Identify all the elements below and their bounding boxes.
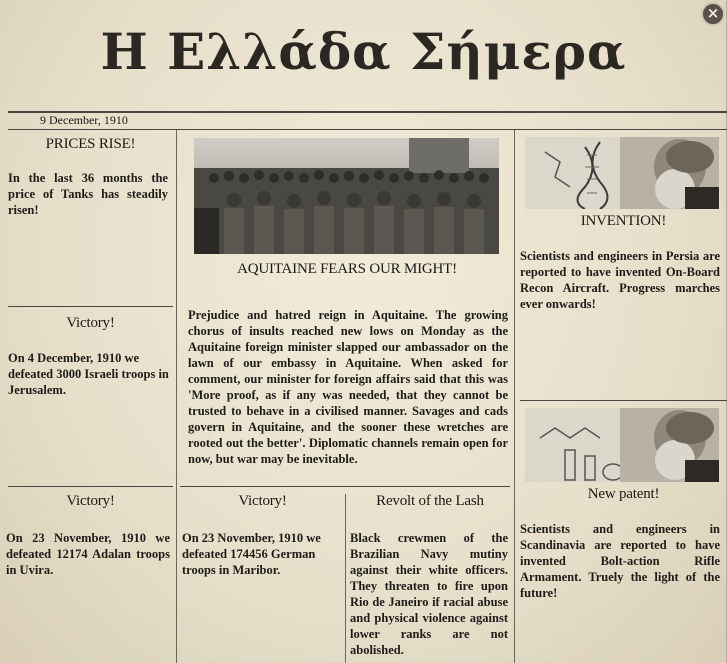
chemistry-scientist-icon xyxy=(525,408,719,482)
rule-right-mid xyxy=(520,400,727,401)
rule-bottom-mid xyxy=(180,486,510,487)
close-icon: × xyxy=(706,4,720,22)
patent-body: Scientists and engineers in Scandinavia are reported to have invented Bolt-action Rifle Armament. Truely the light of the future! xyxy=(520,522,720,600)
rule-date xyxy=(8,129,727,130)
victory3-headline: Victory! xyxy=(238,493,287,509)
main-body: Prejudice and hatred reign in Aquitaine. The growing chorus of insults reached new lows on Monday as the Aquitaine foreign minister slapped our ambassador on the lawn of our embassy in Aquitaine. When asked for comment, our minister for foreign affairs said that this was 'More proof, as if any was needed, that they cannot be trusted to behave in a civilised manner. Savages and cads govern in Aquitaine, and the sooner these wretches are rooted out the better'. Diplomatic channels remain open for now, but war may be inevitable. xyxy=(188,308,508,466)
invention-headline: INVENTION! xyxy=(580,213,667,229)
victory1-headline: Victory! xyxy=(66,315,115,331)
main-headline: AQUITAINE FEARS OUR MIGHT! xyxy=(237,261,457,277)
patent-headline: New patent! xyxy=(587,486,660,502)
victory1-body: On 4 December, 1910 we defeated 3000 Israeli troops in Jerusalem. xyxy=(8,351,169,397)
dna-scientist-icon xyxy=(525,137,719,209)
prices-headline: PRICES RISE! xyxy=(45,136,136,152)
invention-body: Scientists and engineers in Persia are reported to have invented On-Board Recon Aircraft. Progress marches ever onwards! xyxy=(520,249,720,311)
col-divider-1 xyxy=(176,130,177,663)
victory2-headline: Victory! xyxy=(66,493,115,509)
newspaper-title: Η Ελλάδα Σήμερα xyxy=(100,22,627,81)
revolt-headline: Revolt of the Lash xyxy=(376,493,484,509)
victory2-body: On 23 November, 1910 we defeated 12174 Adalan troops in Uvira. xyxy=(6,531,170,577)
rule-left-mid xyxy=(8,306,173,307)
issue-date: 9 December, 1910 xyxy=(40,113,128,127)
prices-body: In the last 36 months the price of Tanks has steadily risen! xyxy=(8,171,168,217)
invention-image xyxy=(525,137,719,209)
revolt-body: Black crewmen of the Brazilian Navy mutiny against their white officers. They threaten to fire upon Rio de Janeiro if racial abuse and physical violence against lower ranks are not abolished. xyxy=(350,531,508,657)
soldiers-photo xyxy=(194,138,499,254)
soldiers-photo-image xyxy=(194,138,499,254)
rule-bottom xyxy=(8,486,173,487)
col-divider-3 xyxy=(345,494,346,663)
col-divider-2 xyxy=(514,130,515,663)
patent-image xyxy=(525,408,719,482)
victory3-body: On 23 November, 1910 we defeated 174456 German troops in Maribor. xyxy=(182,531,321,577)
